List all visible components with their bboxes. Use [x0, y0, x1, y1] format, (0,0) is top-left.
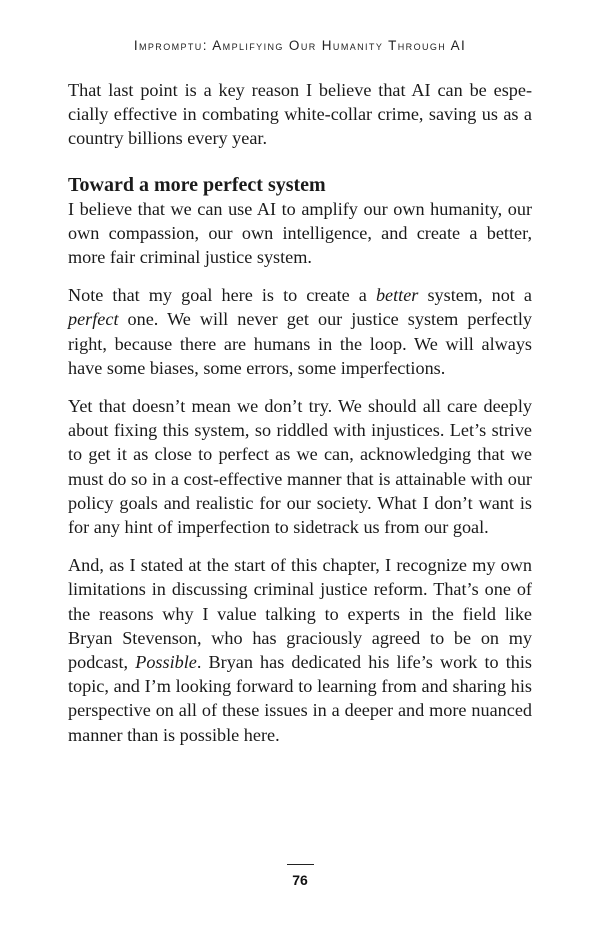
emphasis-perfect: perfect: [68, 309, 119, 330]
page-number-rule: [287, 864, 314, 865]
paragraph-3-text-c: system, not a: [418, 285, 532, 306]
paragraph-3-text-e: one. We will never get our justice system perfectly right, because there are humans in the loop. We will always have some biases, some errors, some imperfections.: [68, 309, 532, 378]
paragraph-5-text-a: And, as I stated at the start of this chapter, I recognize my own limitations in discussing criminal justice reform. That’s one of the reasons why I value talking to experts in the field like Bryan Stevenson, who has graciously agreed to be on my podcast,: [68, 555, 532, 673]
paragraph-3: [68, 283, 532, 380]
paragraph-2: I believe that we can use AI to amplify our own humanity, our own compassion, our own intelligence, and create a better, more fair criminal justice system.: [68, 198, 532, 268]
paragraph-5: [68, 553, 532, 747]
emphasis-better: better: [375, 285, 419, 306]
paragraph-1: That last point is a key reason I believe that AI can be especially effective in combating white-collar crime, saving us as a country billions every year.: [68, 80, 532, 149]
running-header: Impromptu: Amplifying Our Humanity Through AI: [133, 38, 467, 53]
paragraph-4: Yet that doesn’t mean we don’t try. We should all care deeply about fixing this system, so riddled with injustices. Let’s strive to get it as close to perfect as we can, acknowledging that we must do so in a cost-effective manner that is attainable with our policy goals and realistic for our society. What I don’t want is for any hint of imperfection to sidetrack us from our goal.: [68, 396, 532, 538]
section-heading: Toward a more perfect system: [68, 173, 326, 196]
paragraph-3-text-a: Note that my goal here is to create a: [68, 285, 376, 306]
page-number: 76: [292, 872, 308, 888]
podcast-title: Possible: [135, 652, 197, 673]
paragraph-5-text-c: . Bryan has dedicated his life’s work to this topic, and I’m looking forward to learning from and sharing his perspective on all of these issues in a deeper and more nuanced manner than is possible here.: [68, 652, 533, 745]
page-body: [68, 78, 532, 761]
